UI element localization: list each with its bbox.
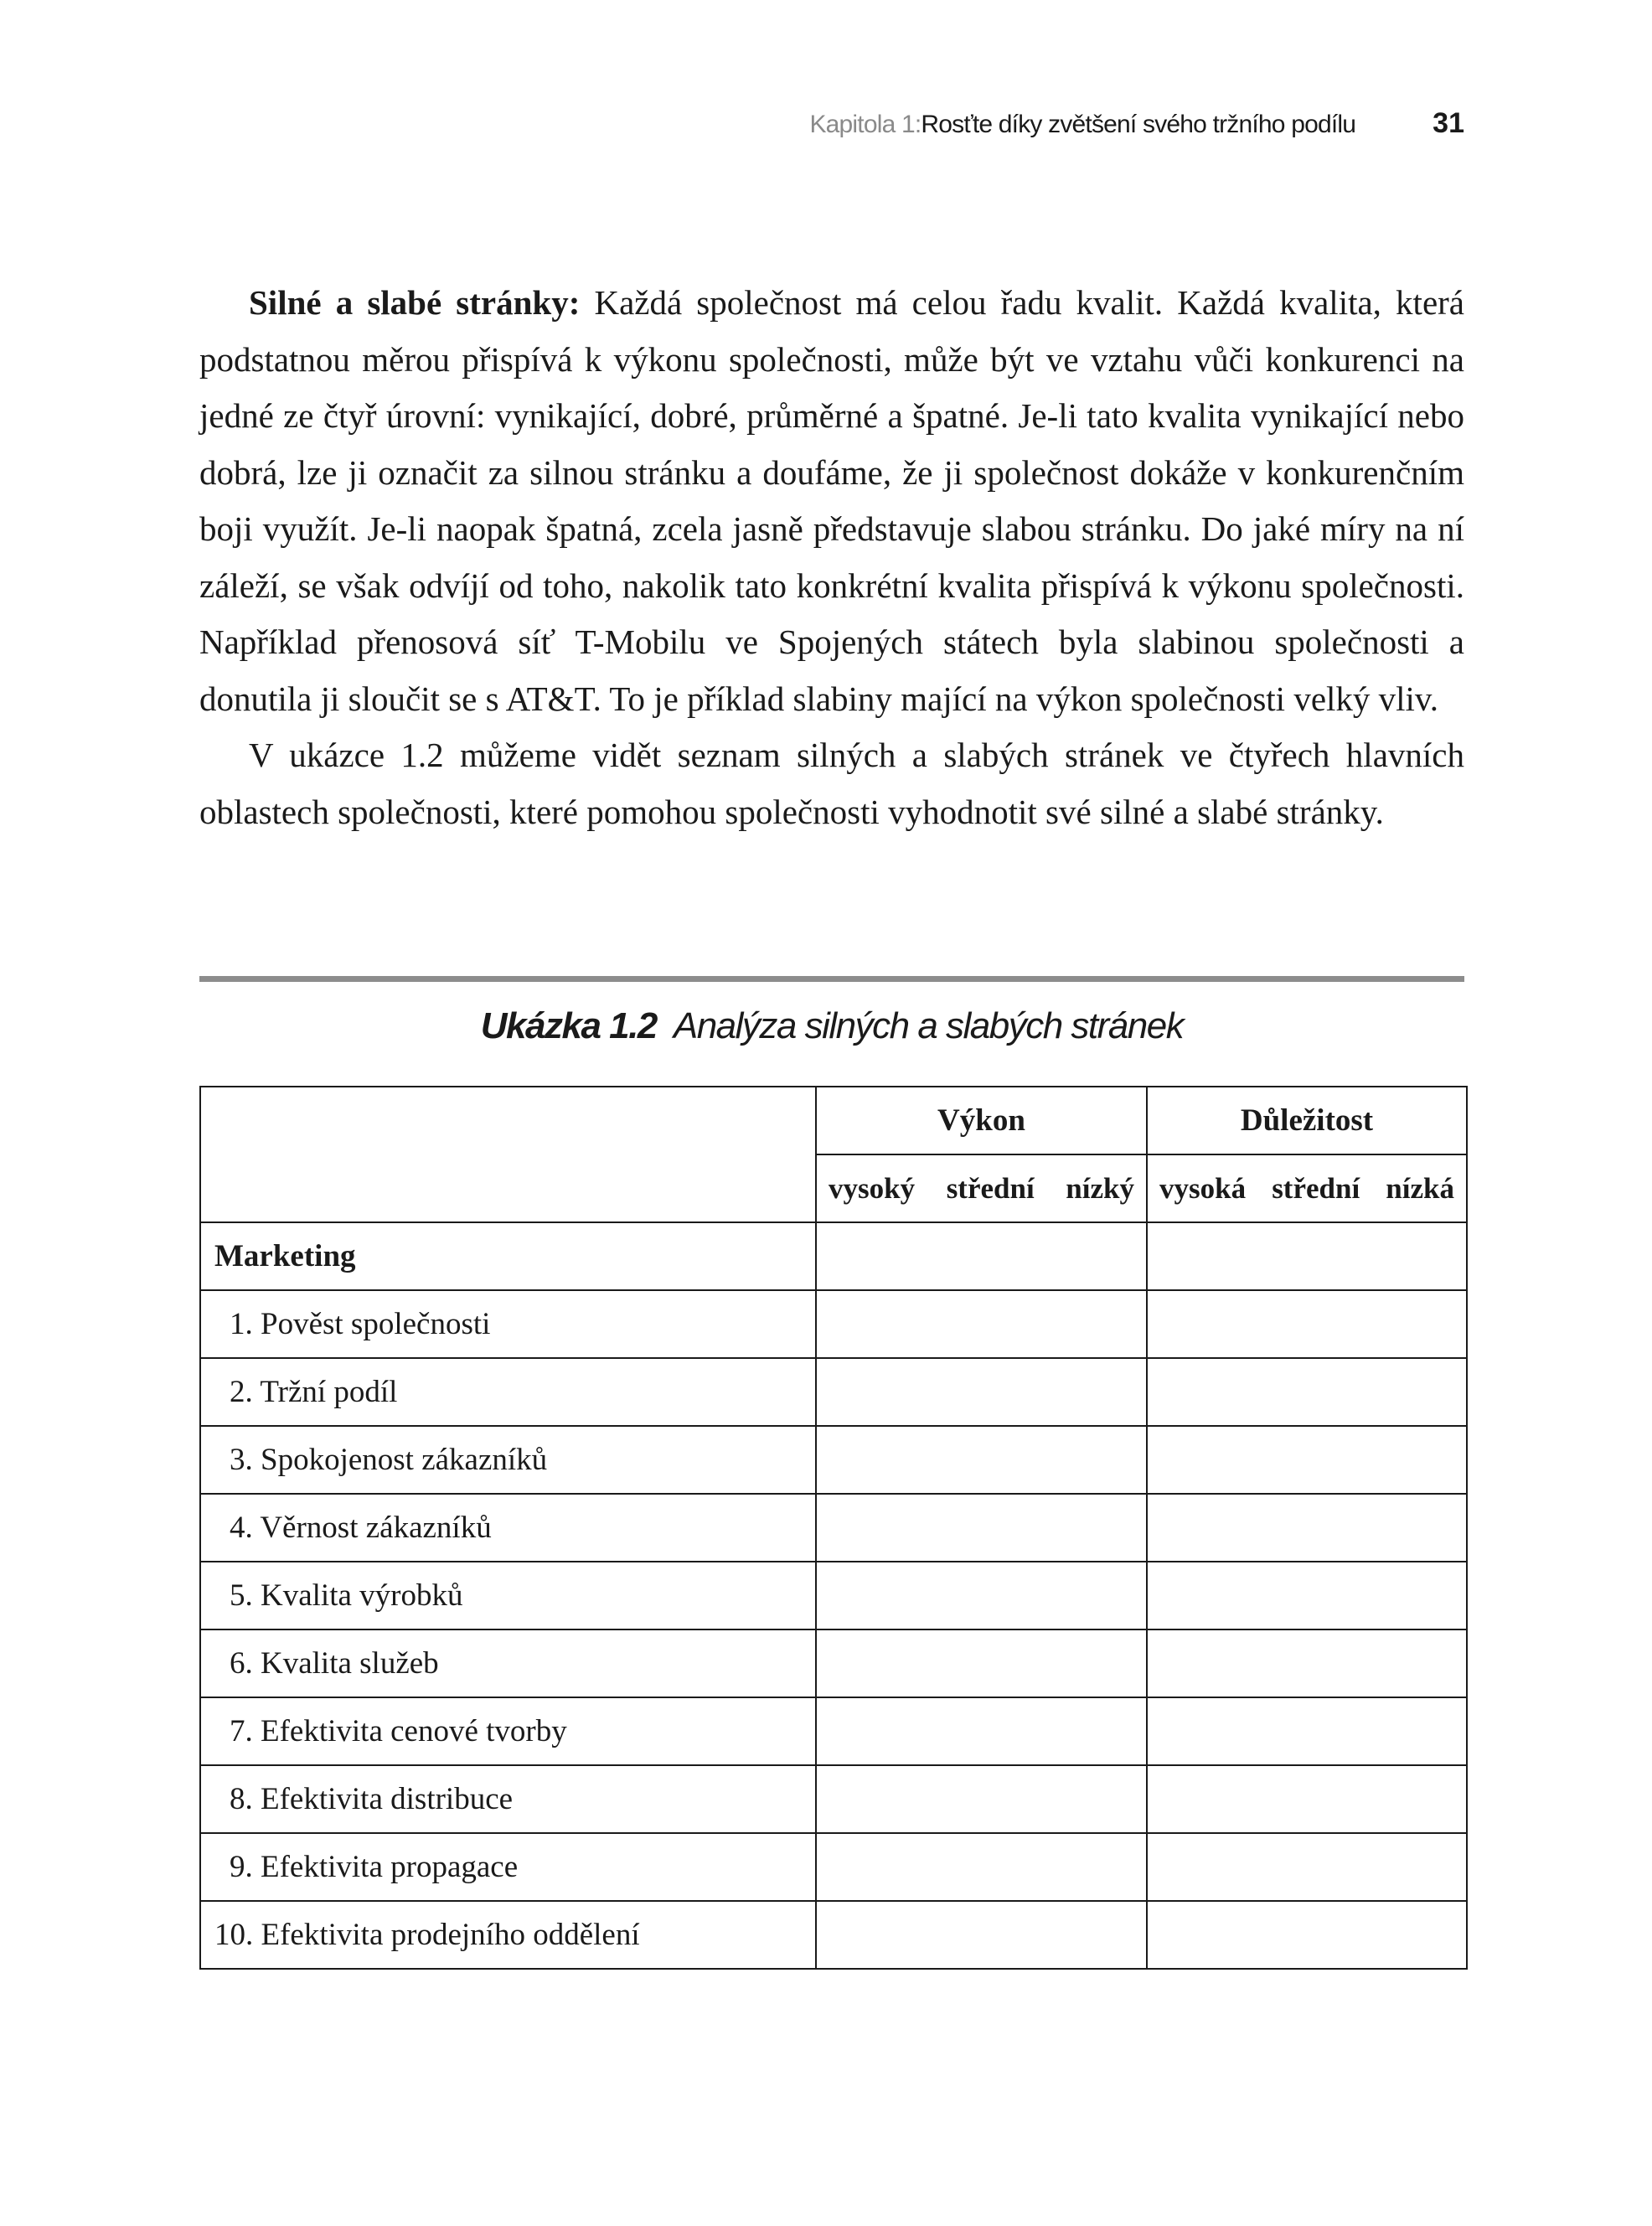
performance-header: Výkon (816, 1087, 1147, 1154)
performance-cell (816, 1629, 1147, 1697)
chapter-prefix: Kapitola 1: (809, 111, 922, 138)
performance-level-low: nízký (1066, 1171, 1134, 1205)
item-label: 5. Kvalita výrobků (200, 1562, 816, 1629)
performance-levels (816, 1154, 1147, 1222)
importance-level-medium: střední (1272, 1171, 1360, 1205)
performance-level-medium: střední (946, 1171, 1035, 1205)
table-row (200, 1765, 1467, 1833)
performance-level-high: vysoký (829, 1171, 916, 1205)
table-row (200, 1290, 1467, 1358)
table-row (200, 1426, 1467, 1494)
importance-header: Důležitost (1147, 1087, 1467, 1154)
importance-levels (1147, 1154, 1467, 1222)
paragraph-body: Každá společnost má celou řadu kvalit. Každá kvalita, která podstatnou měrou přispívá k výkonu společnosti, může být ve vztahu vůči konkurenci na jedné ze čtyř úrovní: vynikající, dobré, průměrné a špatné. Je-li tato kvalita vynikající nebo dobrá, lze ji označit za silnou stránku a doufáme, že ji společnost dokáže v konkurenčním boji využít. Je-li naopak špatná, zcela jasně představuje slabou stránku. Do jaké míry na ní záleží, se však odvíjí od toho, nakolik tato konkrétní kvalita přispívá k výkonu společnosti. Například přenosová síť T-Mobilu ve Spojených státech byla slabinou společnosti a donutila ji sloučit se s AT&T. To je příklad slabiny mající na výkon společnosti velký vliv. (199, 283, 1464, 718)
importance-cell (1147, 1290, 1467, 1358)
section-label: Marketing (200, 1222, 816, 1290)
exhibit-caption (199, 1005, 1464, 1047)
performance-cell (816, 1765, 1147, 1833)
table-row (200, 1697, 1467, 1765)
importance-cell (1147, 1358, 1467, 1426)
performance-cell (816, 1222, 1147, 1290)
table-section-row (200, 1222, 1467, 1290)
performance-cell (816, 1290, 1147, 1358)
importance-cell (1147, 1629, 1467, 1697)
importance-cell (1147, 1494, 1467, 1562)
section-divider (199, 976, 1464, 982)
table-row (200, 1833, 1467, 1901)
item-label: 6. Kvalita služeb (200, 1629, 816, 1697)
paragraph-lead: Silné a slabé stránky: (249, 283, 581, 322)
exhibit-label: Ukázka 1.2 (480, 1005, 657, 1046)
page-number: 31 (1433, 107, 1464, 139)
performance-cell (816, 1426, 1147, 1494)
item-label: 3. Spokojenost zákazníků (200, 1426, 816, 1494)
blank-header-cell (200, 1087, 816, 1222)
performance-cell (816, 1901, 1147, 1969)
item-label: 10. Efektivita prodejního oddělení (200, 1901, 816, 1969)
running-header (201, 107, 1464, 149)
item-label: 7. Efektivita cenové tvorby (200, 1697, 816, 1765)
item-label: 4. Věrnost zákazníků (200, 1494, 816, 1562)
performance-cell (816, 1833, 1147, 1901)
item-label: 9. Efektivita propagace (200, 1833, 816, 1901)
strengths-weaknesses-table (199, 1086, 1468, 1970)
table-row (200, 1901, 1467, 1969)
table-row (200, 1562, 1467, 1629)
importance-level-low: nízká (1386, 1171, 1454, 1205)
performance-cell (816, 1358, 1147, 1426)
body-text (199, 275, 1464, 840)
paragraph-exhibit-intro: V ukázce 1.2 můžeme vidět seznam silných a slabých stránek ve čtyřech hlavních oblastech společnosti, které pomohou společnosti vyhodnotit své silné a slabé stránky. (199, 736, 1464, 831)
item-label: 8. Efektivita distribuce (200, 1765, 816, 1833)
paragraph-strengths-weaknesses (199, 275, 1464, 727)
importance-level-high: vysoká (1159, 1171, 1247, 1205)
importance-cell (1147, 1901, 1467, 1969)
importance-cell (1147, 1426, 1467, 1494)
importance-cell (1147, 1833, 1467, 1901)
item-label: 2. Tržní podíl (200, 1358, 816, 1426)
item-label: 1. Pověst společnosti (200, 1290, 816, 1358)
importance-cell (1147, 1765, 1467, 1833)
table-row (200, 1629, 1467, 1697)
chapter-title: Rosťte díky zvětšení svého tržního podílu (921, 111, 1356, 138)
table-header-row (200, 1087, 1467, 1154)
performance-cell (816, 1494, 1147, 1562)
performance-cell (816, 1562, 1147, 1629)
table-row (200, 1358, 1467, 1426)
performance-cell (816, 1697, 1147, 1765)
importance-cell (1147, 1697, 1467, 1765)
importance-cell (1147, 1222, 1467, 1290)
exhibit-title: Analýza silných a slabých stránek (673, 1005, 1184, 1046)
importance-cell (1147, 1562, 1467, 1629)
table-row (200, 1494, 1467, 1562)
